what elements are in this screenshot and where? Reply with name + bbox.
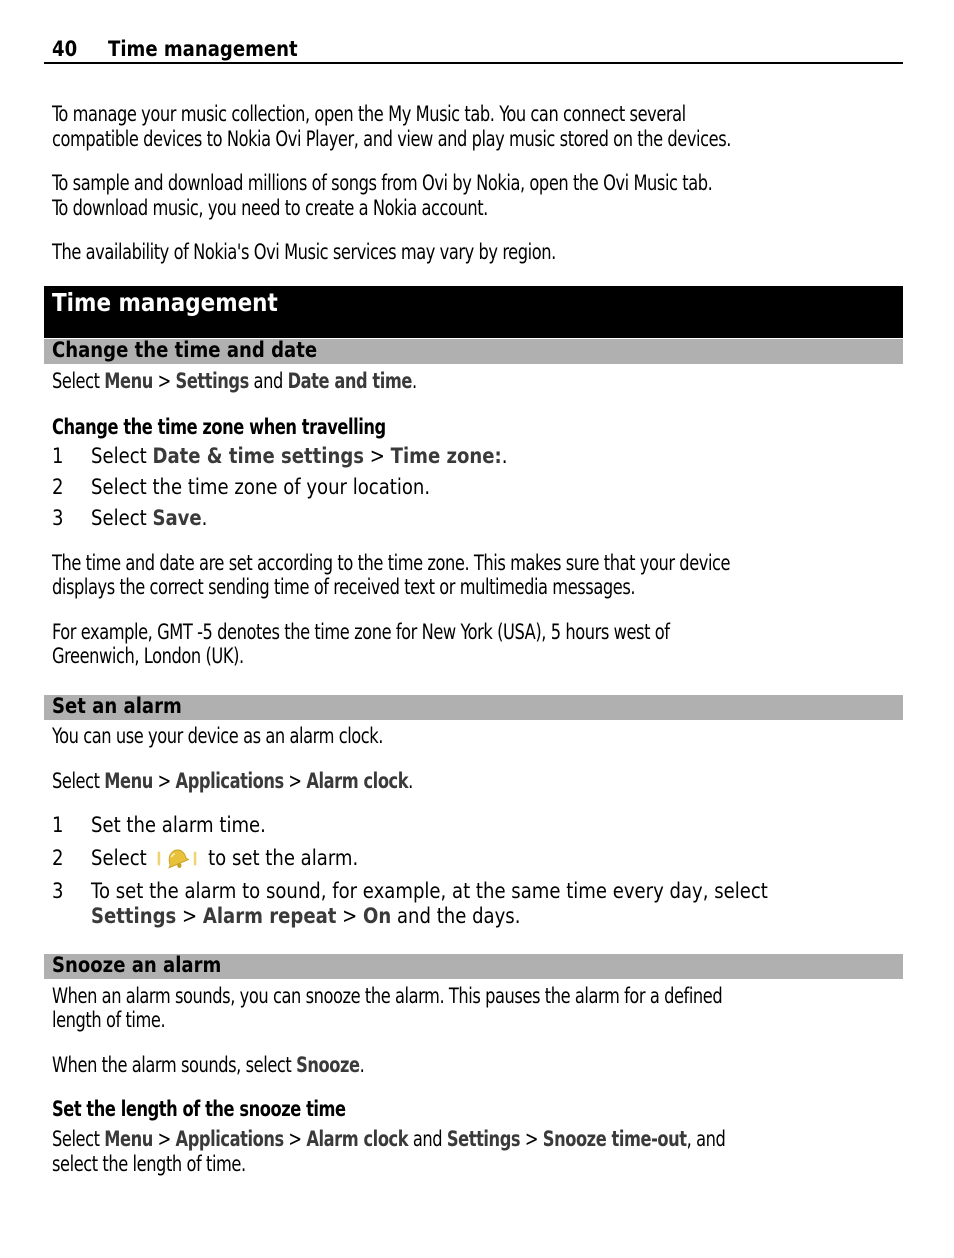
step-number: 1 — [52, 813, 64, 837]
running-header-title: Time management — [108, 37, 298, 61]
ui-menu: Menu — [104, 369, 153, 393]
intro-paragraph-3: The availability of Nokia's Ovi Music services may vary by region. — [52, 240, 556, 264]
ui-settings: Settings — [91, 904, 177, 928]
text-and: and — [248, 369, 288, 393]
timezone-note-line-1: The time and date are set according to the time zone. This makes sure that your device — [52, 551, 731, 575]
text-period: . — [501, 444, 508, 468]
section-title: Time management — [52, 288, 278, 317]
text-period: . — [201, 506, 208, 530]
step-number: 3 — [52, 506, 64, 530]
text-comma-and: , and — [686, 1127, 726, 1151]
timezone-note-line-2: displays the correct sending time of received text or multimedia messages. — [52, 575, 636, 599]
snooze-length-line-1 — [52, 1127, 725, 1152]
alarm-step-2 — [91, 846, 358, 871]
separator: > — [152, 369, 176, 393]
subsection-bar-change-time — [44, 339, 903, 364]
alarm-step-1: Set the alarm time. — [91, 813, 266, 837]
separator: > — [520, 1127, 543, 1151]
ui-date-time-settings: Date & time settings — [152, 444, 365, 468]
page-number: 40 — [52, 37, 78, 61]
separator: > — [336, 904, 364, 928]
text-select: Select — [91, 444, 153, 468]
text-select: Select — [91, 846, 153, 870]
step-number: 3 — [52, 879, 64, 903]
ui-save: Save — [152, 506, 202, 530]
alarm-intro: You can use your device as an alarm clock. — [52, 724, 384, 748]
text-select: Select — [52, 769, 105, 793]
ui-time-zone: Time zone: — [390, 444, 502, 468]
header-rule — [44, 62, 903, 64]
intro-paragraph-2-line-1: To sample and download millions of songs from Ovi by Nokia, open the Ovi Music tab. — [52, 171, 713, 195]
text-select: Select — [91, 506, 153, 530]
snooze-length-heading: Set the length of the snooze time — [52, 1097, 346, 1121]
alarm-instruction — [52, 769, 413, 794]
subsection-heading: Set an alarm — [52, 694, 182, 718]
text-and: and — [408, 1127, 447, 1151]
ui-settings: Settings — [446, 1127, 521, 1151]
intro-paragraph-1-line-1: To manage your music collection, open the My Music tab. You can connect several — [52, 102, 686, 126]
ui-settings: Settings — [175, 369, 249, 393]
change-time-instruction — [52, 369, 417, 394]
ui-alarm-clock: Alarm clock — [306, 1127, 409, 1151]
text-period: . — [408, 769, 413, 793]
ui-applications: Applications — [175, 1127, 284, 1151]
subsection-bar-snooze — [44, 954, 903, 979]
text-select: Select — [52, 369, 105, 393]
separator: > — [152, 769, 176, 793]
ui-date-and-time: Date and time — [287, 369, 413, 393]
separator: > — [283, 1127, 307, 1151]
ui-menu: Menu — [104, 769, 153, 793]
step-number: 2 — [52, 846, 64, 870]
alarm-step-3-line-1: To set the alarm to sound, for example, at the same time every day, select — [91, 879, 768, 903]
snooze-intro-line-2: length of time. — [52, 1008, 166, 1032]
ui-on: On — [363, 904, 392, 928]
ui-snooze: Snooze — [296, 1053, 360, 1077]
snooze-length-line-2: select the length of time. — [52, 1152, 246, 1176]
text-select: Select — [52, 1127, 105, 1151]
separator: > — [176, 904, 203, 928]
text-period: . — [412, 369, 417, 393]
timezone-step-1 — [91, 444, 508, 469]
subsection-heading: Snooze an alarm — [52, 953, 222, 977]
ui-snooze-time-out: Snooze time-out — [542, 1127, 687, 1151]
step-number: 2 — [52, 475, 64, 499]
alarm-step-3-line-2 — [91, 904, 520, 929]
timezone-example-line-2: Greenwich, London (UK). — [52, 644, 244, 668]
timezone-step-2: Select the time zone of your location. — [91, 475, 431, 499]
text-when-alarm-sounds: When the alarm sounds, select — [52, 1053, 297, 1077]
snooze-intro-line-1: When an alarm sounds, you can snooze the alarm. This pauses the alarm for a defined — [52, 984, 723, 1008]
separator: > — [152, 1127, 176, 1151]
text-and-the-days: and the days. — [391, 904, 521, 928]
text-period: . — [359, 1053, 365, 1077]
ui-menu: Menu — [104, 1127, 153, 1151]
snooze-instruction — [52, 1053, 364, 1078]
intro-paragraph-1-line-2: compatible devices to Nokia Ovi Player, and view and play music stored on the devices. — [52, 127, 731, 151]
ui-alarm-repeat: Alarm repeat — [202, 904, 337, 928]
subsection-heading: Change the time and date — [52, 338, 318, 362]
timezone-example-line-1: For example, GMT -5 denotes the time zone for New York (USA), 5 hours west of — [52, 620, 670, 644]
step-number: 1 — [52, 444, 64, 468]
subsection-bar-set-alarm — [44, 695, 903, 720]
separator: > — [364, 444, 391, 468]
intro-paragraph-2-line-2: To download music, you need to create a Nokia account. — [52, 196, 488, 220]
alarm-bell-icon — [156, 847, 199, 869]
separator: > — [283, 769, 307, 793]
text-to-set-alarm: to set the alarm. — [202, 846, 359, 870]
section-title-bar — [44, 286, 903, 338]
timezone-step-3 — [91, 506, 207, 531]
timezone-heading: Change the time zone when travelling — [52, 415, 386, 439]
ui-applications: Applications — [175, 769, 284, 793]
ui-alarm-clock: Alarm clock — [306, 769, 409, 793]
